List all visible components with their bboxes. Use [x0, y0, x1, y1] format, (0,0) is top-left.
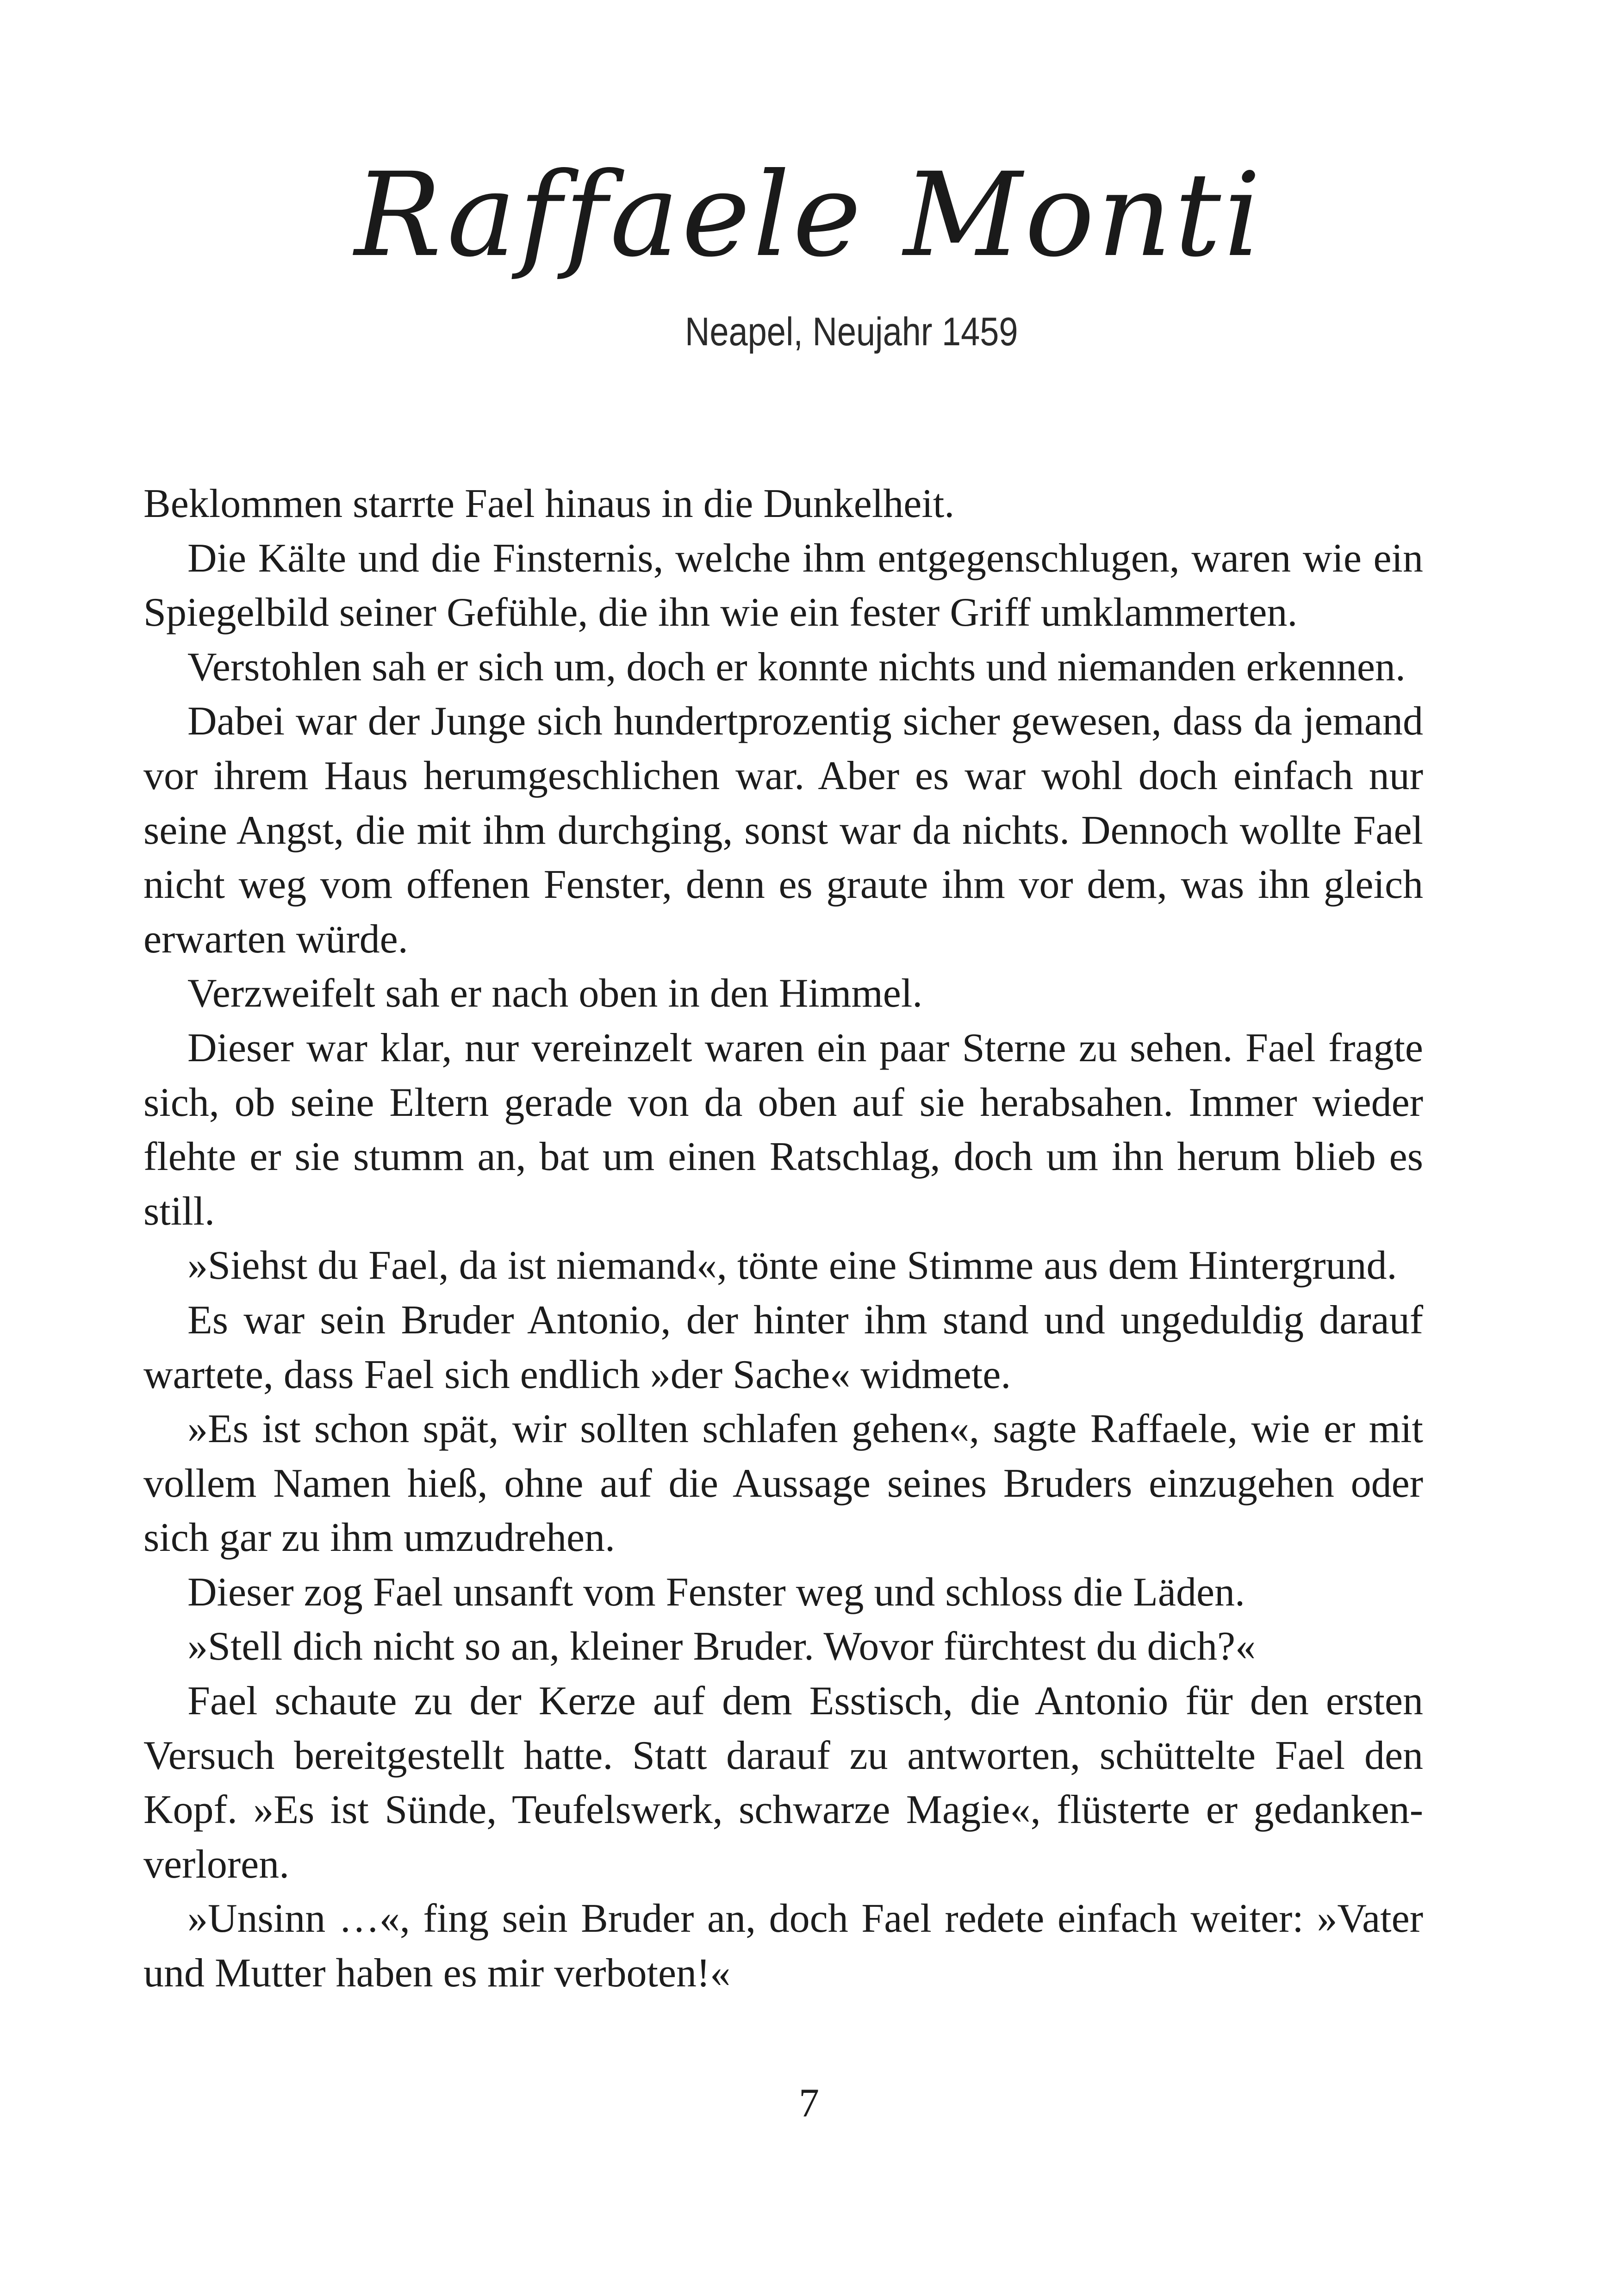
paragraph: Beklommen starrte Fael hinaus in die Dunkelheit. [143, 481, 955, 526]
chapter-subtitle: Neapel, Neujahr 1459 [685, 310, 1018, 354]
paragraph: Verstohlen sah er sich um, doch er konnte nichts und niemanden erkennen. [187, 644, 1406, 690]
paragraph: Dabei war der Junge sich hundertprozentig sicher gewesen, dass da jemand vor ihrem Haus herumgeschlichen war. Aber es war wohl doch einfach nur seine Angst, die mit ihm durchging, sonst war da nichts. Dennoch wollte Fael nicht weg vom offenen Fenster, denn es graute ihm vor dem, was ihn gleich erwarten würde. [143, 699, 1423, 962]
paragraph: »Stell dich nicht so an, kleiner Bruder. Wovor fürchtest du dich?« [187, 1624, 1256, 1669]
paragraph: Verzweifelt sah er nach oben in den Himmel. [187, 971, 923, 1016]
page-number: 7 [799, 2081, 819, 2126]
paragraph: Es war sein Bruder Antonio, der hinter ihm stand und ungeduldig darauf wartete, dass Fael sich endlich »der Sache« widmete. [143, 1297, 1423, 1397]
paragraph: Dieser war klar, nur vereinzelt waren ein paar Sterne zu sehen. Fael fragte sich, ob seine Eltern gerade von da oben auf sie herabsahen. Immer wieder flehte er sie stumm an, bat um einen Ratschlag, doch um ihn herum blieb es still. [143, 1025, 1423, 1234]
paragraph: »Es ist schon spät, wir sollten schlafen gehen«, sagte Raffaele, wie er mit vollem Namen hieß, ohne auf die Aussage seines Bruders einzugehen oder sich gar zu ihm umzudrehen. [143, 1406, 1423, 1561]
paragraph: Dieser zog Fael unsanft vom Fenster weg und schloss die Läden. [187, 1569, 1245, 1615]
paragraph: »Siehst du Fael, da ist niemand«, tönte eine Stimme aus dem Hintergrund. [187, 1243, 1397, 1288]
paragraph: »Unsinn …«, fing sein Bruder an, doch Fael redete einfach weiter: »Vater und Mutter haben es mir verboten!« [143, 1896, 1423, 1996]
paragraph: Fael schaute zu der Kerze auf dem Esstisch, die Antonio für den ersten Versuch bereitgestellt hatte. Statt darauf zu antworten, schüttelte Fael den Kopf. »Es ist Sünde, Teufelswerk, schwarze Magie«, flüsterte er gedankenverloren. [143, 1679, 1423, 1887]
chapter-title: Raffaele Monti [354, 148, 1264, 282]
paragraph: Die Kälte und die Finsternis, welche ihm entgegenschlugen, waren wie ein Spiegelbild seiner Gefühle, die ihn wie ein fester Griff umklammerten. [143, 535, 1423, 635]
body-text [143, 477, 1423, 2001]
